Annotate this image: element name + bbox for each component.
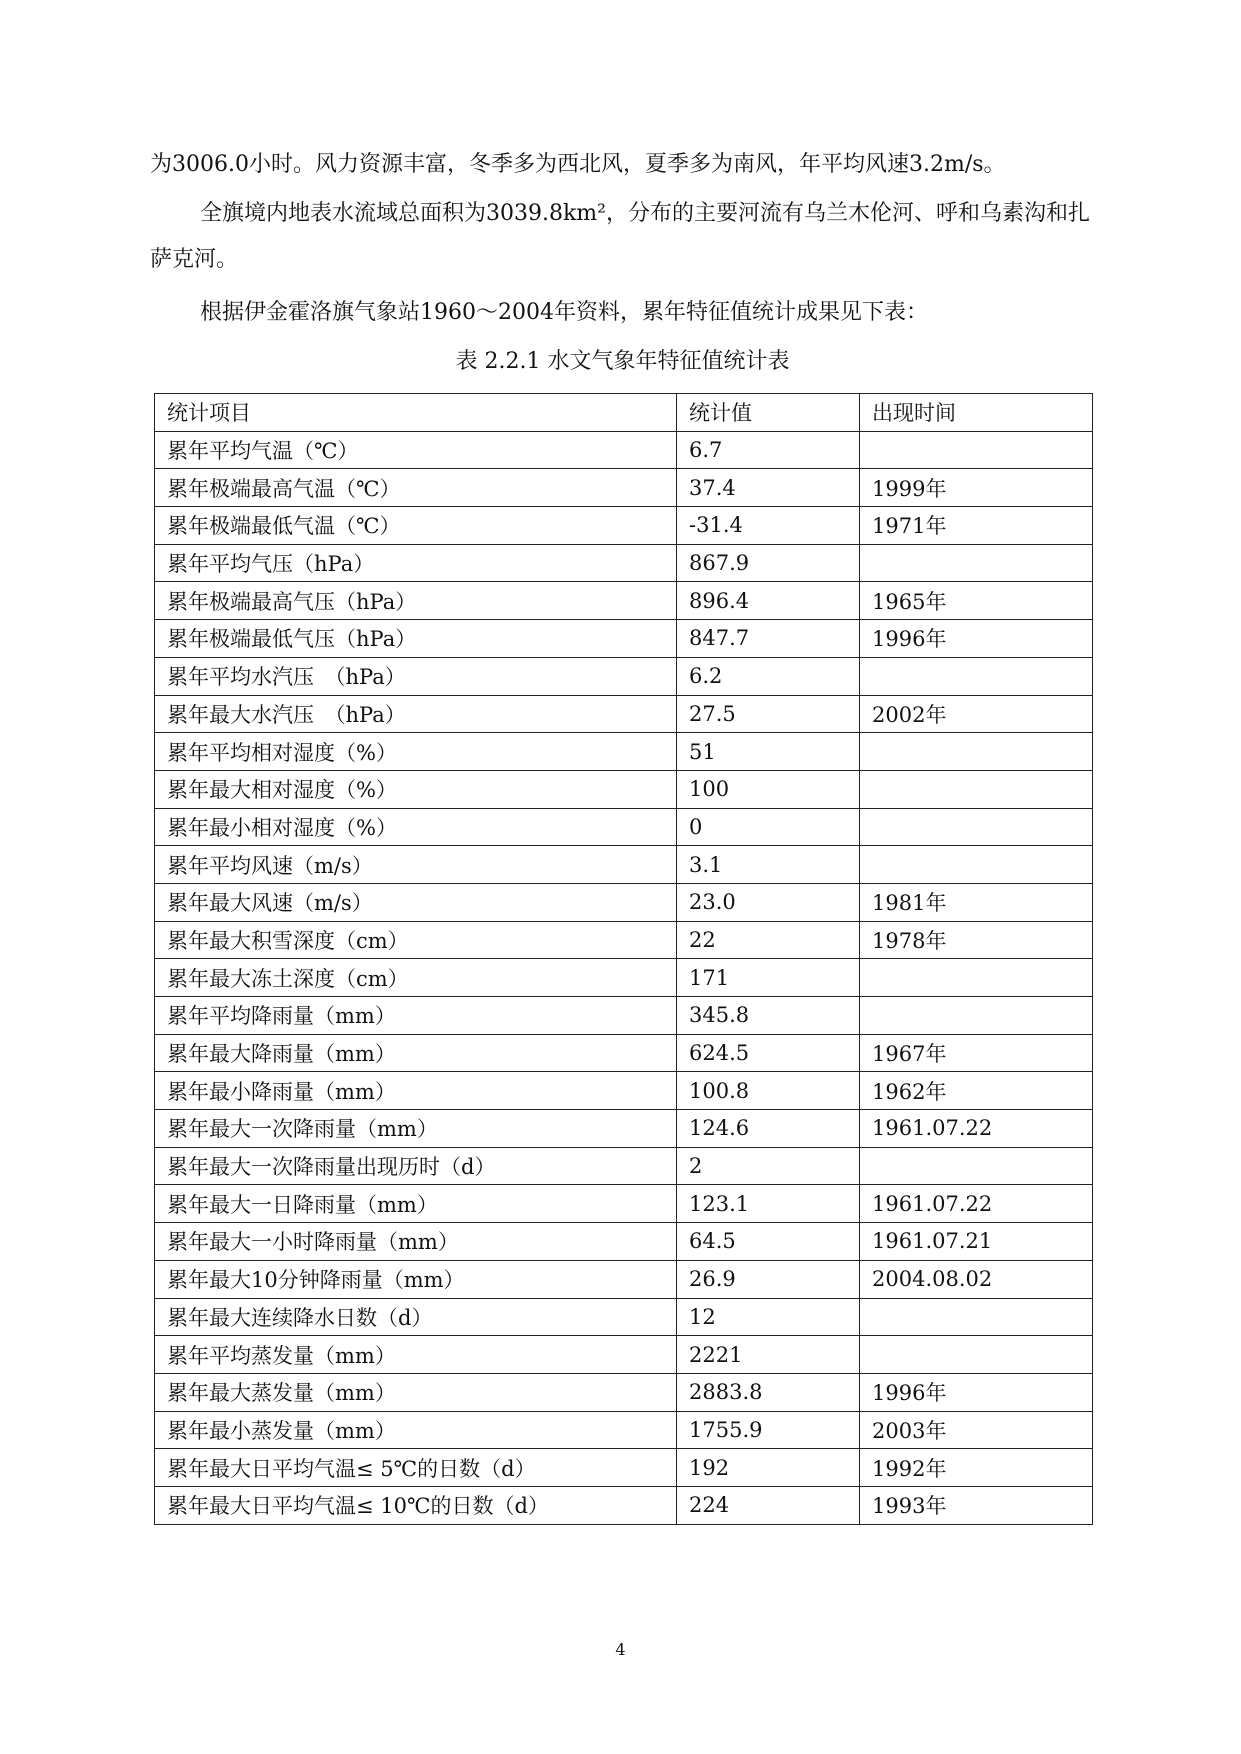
cell-time: 1996年 xyxy=(860,620,1093,658)
table-row xyxy=(155,507,1093,545)
cell-item: 累年平均风速（m/s） xyxy=(155,846,677,884)
cell-time: 1967年 xyxy=(860,1034,1093,1072)
cell-value: 1755.9 xyxy=(677,1411,860,1449)
cell-time: 1971年 xyxy=(860,507,1093,545)
cell-value: 3.1 xyxy=(677,846,860,884)
cell-item: 累年最大一次降雨量（mm） xyxy=(155,1110,677,1148)
cell-time xyxy=(860,1336,1093,1374)
table-row xyxy=(155,469,1093,507)
cell-time xyxy=(860,544,1093,582)
cell-value: 124.6 xyxy=(677,1110,860,1148)
table-row xyxy=(155,620,1093,658)
cell-item: 累年极端最高气温（℃） xyxy=(155,469,677,507)
cell-time xyxy=(860,431,1093,469)
table-row xyxy=(155,1298,1093,1336)
table-body xyxy=(155,431,1093,1524)
cell-time: 1961.07.21 xyxy=(860,1223,1093,1261)
cell-item: 累年最大日平均气温≤ 10℃的日数（d） xyxy=(155,1486,677,1524)
page-number: 4 xyxy=(615,1640,626,1659)
cell-item: 累年最大一日降雨量（mm） xyxy=(155,1185,677,1223)
cell-value: -31.4 xyxy=(677,507,860,545)
table-row xyxy=(155,1034,1093,1072)
table-header-row xyxy=(155,394,1093,432)
cell-time xyxy=(860,846,1093,884)
cell-value: 26.9 xyxy=(677,1260,860,1298)
cell-value: 847.7 xyxy=(677,620,860,658)
table-row xyxy=(155,997,1093,1035)
table-row xyxy=(155,1449,1093,1487)
cell-item: 累年平均气温（℃） xyxy=(155,431,677,469)
cell-time: 1996年 xyxy=(860,1373,1093,1411)
cell-item: 累年最大冻土深度（cm） xyxy=(155,959,677,997)
header-value: 统计值 xyxy=(677,394,860,432)
table-row xyxy=(155,1373,1093,1411)
cell-item: 累年平均降雨量（mm） xyxy=(155,997,677,1035)
cell-item: 累年平均水汽压 （hPa） xyxy=(155,657,677,695)
cell-time: 2003年 xyxy=(860,1411,1093,1449)
cell-value: 896.4 xyxy=(677,582,860,620)
cell-item: 累年平均相对湿度（%） xyxy=(155,733,677,771)
cell-item: 累年最大水汽压 （hPa） xyxy=(155,695,677,733)
cell-time xyxy=(860,808,1093,846)
paragraph-surface-water: 全旗境内地表水流域总面积为3039.8km²，分布的主要河流有乌兰木伦河、呼和乌素沟和扎萨克河。 xyxy=(150,201,1090,272)
table-row xyxy=(155,1072,1093,1110)
cell-time: 1999年 xyxy=(860,469,1093,507)
cell-value: 22 xyxy=(677,921,860,959)
cell-value: 51 xyxy=(677,733,860,771)
cell-value: 12 xyxy=(677,1298,860,1336)
table-row xyxy=(155,431,1093,469)
table-row xyxy=(155,695,1093,733)
cell-item: 累年最大日平均气温≤ 5℃的日数（d） xyxy=(155,1449,677,1487)
cell-value: 2883.8 xyxy=(677,1373,860,1411)
hydro-meteorological-table xyxy=(154,393,1093,1525)
table-row xyxy=(155,1110,1093,1148)
table-row xyxy=(155,921,1093,959)
table-caption: 表 2.2.1 水文气象年特征值统计表 xyxy=(455,349,790,374)
cell-value: 123.1 xyxy=(677,1185,860,1223)
table-row xyxy=(155,582,1093,620)
cell-value: 192 xyxy=(677,1449,860,1487)
cell-time xyxy=(860,733,1093,771)
cell-value: 2221 xyxy=(677,1336,860,1374)
cell-item: 累年最大蒸发量（mm） xyxy=(155,1373,677,1411)
cell-item: 累年平均蒸发量（mm） xyxy=(155,1336,677,1374)
cell-item: 累年平均气压（hPa） xyxy=(155,544,677,582)
header-time: 出现时间 xyxy=(860,394,1093,432)
cell-time xyxy=(860,1147,1093,1185)
cell-time: 1993年 xyxy=(860,1486,1093,1524)
table-row xyxy=(155,733,1093,771)
cell-time xyxy=(860,959,1093,997)
cell-item: 累年极端最高气压（hPa） xyxy=(155,582,677,620)
cell-value: 23.0 xyxy=(677,883,860,921)
table-row xyxy=(155,1336,1093,1374)
cell-item: 累年最小降雨量（mm） xyxy=(155,1072,677,1110)
cell-value: 0 xyxy=(677,808,860,846)
cell-time xyxy=(860,770,1093,808)
cell-value: 64.5 xyxy=(677,1223,860,1261)
table-row xyxy=(155,883,1093,921)
table-row xyxy=(155,1411,1093,1449)
table-row xyxy=(155,770,1093,808)
cell-time: 1992年 xyxy=(860,1449,1093,1487)
cell-item: 累年最大一次降雨量出现历时（d） xyxy=(155,1147,677,1185)
table-row xyxy=(155,1147,1093,1185)
cell-time: 1978年 xyxy=(860,921,1093,959)
cell-time xyxy=(860,1298,1093,1336)
table-row xyxy=(155,808,1093,846)
cell-value: 100 xyxy=(677,770,860,808)
cell-value: 867.9 xyxy=(677,544,860,582)
table-row xyxy=(155,1260,1093,1298)
paragraph-table-intro: 根据伊金霍洛旗气象站1960～2004年资料，累年特征值统计成果见下表： xyxy=(200,300,928,325)
cell-item: 累年最大相对湿度（%） xyxy=(155,770,677,808)
cell-time xyxy=(860,657,1093,695)
cell-value: 6.7 xyxy=(677,431,860,469)
cell-value: 345.8 xyxy=(677,997,860,1035)
table-row xyxy=(155,657,1093,695)
table-row xyxy=(155,1185,1093,1223)
cell-item: 累年最大一小时降雨量（mm） xyxy=(155,1223,677,1261)
header-item: 统计项目 xyxy=(155,394,677,432)
cell-item: 累年极端最低气压（hPa） xyxy=(155,620,677,658)
cell-item: 累年最小蒸发量（mm） xyxy=(155,1411,677,1449)
cell-time: 1965年 xyxy=(860,582,1093,620)
cell-item: 累年最小相对湿度（%） xyxy=(155,808,677,846)
cell-value: 6.2 xyxy=(677,657,860,695)
cell-time: 1961.07.22 xyxy=(860,1185,1093,1223)
cell-time: 1961.07.22 xyxy=(860,1110,1093,1148)
table-row xyxy=(155,959,1093,997)
table-row xyxy=(155,1486,1093,1524)
cell-time: 2004.08.02 xyxy=(860,1260,1093,1298)
table-row xyxy=(155,544,1093,582)
cell-time: 2002年 xyxy=(860,695,1093,733)
cell-item: 累年最大积雪深度（cm） xyxy=(155,921,677,959)
cell-value: 37.4 xyxy=(677,469,860,507)
cell-value: 171 xyxy=(677,959,860,997)
cell-item: 累年最大连续降水日数（d） xyxy=(155,1298,677,1336)
cell-value: 2 xyxy=(677,1147,860,1185)
cell-item: 累年最大10分钟降雨量（mm） xyxy=(155,1260,677,1298)
table-row xyxy=(155,846,1093,884)
cell-value: 27.5 xyxy=(677,695,860,733)
cell-time: 1981年 xyxy=(860,883,1093,921)
cell-value: 624.5 xyxy=(677,1034,860,1072)
cell-value: 224 xyxy=(677,1486,860,1524)
cell-value: 100.8 xyxy=(677,1072,860,1110)
cell-item: 累年极端最低气温（℃） xyxy=(155,507,677,545)
cell-time: 1962年 xyxy=(860,1072,1093,1110)
cell-item: 累年最大风速（m/s） xyxy=(155,883,677,921)
paragraph-wind: 为3006.0小时。风力资源丰富，冬季多为西北风，夏季多为南风，年平均风速3.2m/s。 xyxy=(150,152,1006,177)
cell-time xyxy=(860,997,1093,1035)
table-row xyxy=(155,1223,1093,1261)
cell-item: 累年最大降雨量（mm） xyxy=(155,1034,677,1072)
